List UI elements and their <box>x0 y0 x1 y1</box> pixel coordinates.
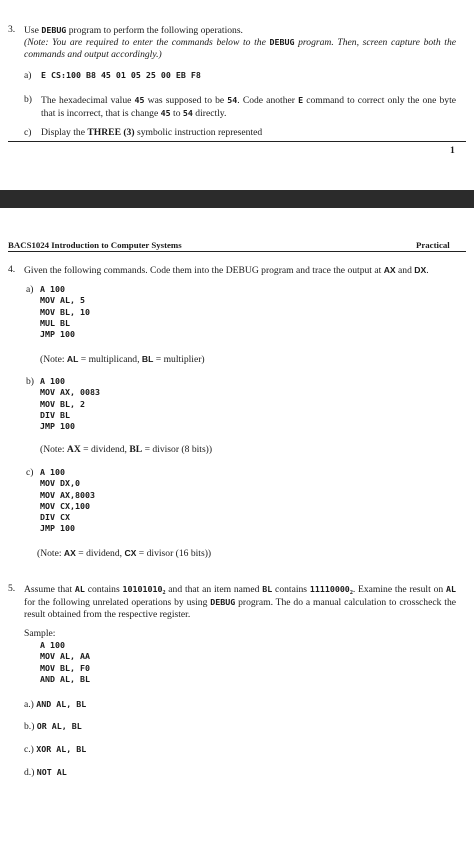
note-t1: (Note: <box>40 354 67 365</box>
code-line: MOV BL, F0 <box>40 662 90 673</box>
code-line: AND AL, BL <box>40 673 90 684</box>
q4-b-code <box>40 376 100 432</box>
note-reg: AL <box>66 354 79 364</box>
code-line: MOV AX, 0083 <box>40 387 100 398</box>
q4-question <box>24 264 429 277</box>
code-line: JMP 100 <box>40 523 75 534</box>
q4-a-code <box>40 284 90 340</box>
note-reg: BL <box>141 354 154 364</box>
page-number: 1 <box>450 145 455 156</box>
note-t3: = multiplicand, <box>78 354 142 365</box>
code-line: A 100 <box>40 284 65 294</box>
q4-c-code <box>40 467 95 535</box>
footer-rule <box>8 141 466 142</box>
q3-b-label: b) <box>24 94 32 105</box>
note-reg: CX <box>124 548 137 558</box>
sample-label: Sample: <box>24 628 56 639</box>
page-gap-band <box>0 190 474 208</box>
code-line: MOV BL, 10 <box>40 306 90 317</box>
header-practical: Practical <box>416 240 450 250</box>
note-t3: = dividend, <box>80 444 130 455</box>
q3-b-t1: The hexadecimal value <box>41 95 135 106</box>
q5-base: 2 <box>162 590 166 596</box>
op-item-a <box>24 698 86 711</box>
op-label: d.) <box>24 767 35 778</box>
q3-b-t9: to <box>170 108 183 119</box>
q4-t5: . <box>426 265 429 276</box>
op-item-c <box>24 743 86 756</box>
q4-a-label: a) <box>26 284 34 295</box>
note-t1: (Note: <box>37 548 64 559</box>
q3-c-text <box>41 127 262 139</box>
q3-note-a: (Note: You are required to enter the commands below to the <box>24 37 270 48</box>
q5-t11: for the following unrelated operations by using <box>24 597 211 608</box>
q4-t1: Given the following commands. Code them into the DEBUG program and trace the output at <box>24 265 384 276</box>
q4-c-label: c) <box>26 467 34 478</box>
code-line: DIV CX <box>40 512 70 523</box>
q5-base: 2 <box>349 590 353 596</box>
q3-b-t2: 45 <box>134 95 145 105</box>
q3-b-t10: 54 <box>182 108 193 118</box>
note-t5: = multiplier) <box>153 354 205 365</box>
q3-b-t8: 45 <box>160 108 171 118</box>
code-line: DIV BL <box>40 409 70 420</box>
q4-a-note <box>40 353 205 366</box>
q3-a-label: a) <box>24 70 32 81</box>
q5-t3: contains <box>84 584 123 595</box>
q5-number: 5. <box>8 583 16 594</box>
q5-bl: BL <box>262 584 273 594</box>
note-reg: AX <box>63 548 76 558</box>
q5-binary-bl: 11110000 <box>309 584 350 594</box>
q3-b-t5: . Code another <box>237 95 299 106</box>
q3-debug: DEBUG <box>41 25 67 35</box>
note-t1: (Note: <box>40 444 67 455</box>
q4-b-label: b) <box>26 376 34 387</box>
q4-b-note <box>40 444 212 456</box>
code-line: A 100 <box>40 640 65 650</box>
op-label: b.) <box>24 721 35 732</box>
q3-text-c: program to perform the following operations. <box>66 25 243 36</box>
op-code: OR AL, BL <box>36 721 82 731</box>
q5-t13: program. The do a manual calculation to crosscheck the result obtained from the respective register. <box>24 597 456 620</box>
q3-b-t6: E <box>298 95 304 105</box>
op-item-b <box>24 720 82 733</box>
q3-c-t1: Display the <box>41 127 88 138</box>
op-code: XOR AL, BL <box>36 744 87 754</box>
note-t5: = divisor (16 bits)) <box>136 548 212 559</box>
q5-debug: DEBUG <box>210 597 236 607</box>
q3-b-t4: 54 <box>227 95 238 105</box>
sample-code <box>40 640 90 685</box>
q3-note <box>24 36 456 61</box>
q3-number: 3. <box>8 24 16 35</box>
q3-b-t11: directly. <box>192 108 227 119</box>
q3-c-label: c) <box>24 127 32 138</box>
q5-al: AL <box>74 584 85 594</box>
q4-ax: AX <box>383 265 396 275</box>
code-line: JMP 100 <box>40 421 75 432</box>
q5-t5: and that an item named <box>165 584 263 595</box>
note-reg: AX <box>66 444 81 455</box>
code-line: MOV AL, 5 <box>40 295 85 306</box>
note-reg: BL <box>129 444 143 455</box>
op-label: a.) <box>24 699 34 710</box>
q5-binary-al: 10101010 <box>122 584 163 594</box>
q3-b-t7: command to correct only the one byte that is incorrect, that is change <box>41 95 456 119</box>
code-line: MOV BL, 2 <box>40 398 85 409</box>
note-t5: = divisor (8 bits)) <box>142 444 213 455</box>
q3-text-a: Use <box>24 25 42 36</box>
q4-c-note <box>37 547 211 560</box>
op-code: AND AL, BL <box>36 699 87 709</box>
q3-note-c: program. Then, screen capture both the commands and output accordingly.) <box>24 37 456 60</box>
q5-t9: . Examine the result on <box>352 584 446 595</box>
q3-c-t2: THREE (3) <box>87 127 135 138</box>
q4-dx: DX <box>414 265 427 275</box>
q5-question <box>24 583 456 621</box>
code-line: MOV DX,0 <box>40 478 80 489</box>
q5-t7: contains <box>272 584 310 595</box>
header-course: BACS1024 Introduction to Computer Systems <box>8 240 182 250</box>
code-line: MOV AX,8003 <box>40 489 95 500</box>
op-code: NOT AL <box>36 767 67 777</box>
code-line: A 100 <box>40 376 65 386</box>
q5-t1: Assume that <box>24 584 75 595</box>
op-item-d <box>24 766 67 779</box>
q3-b-t3: was supposed to be <box>144 95 228 106</box>
q4-number: 4. <box>8 264 16 275</box>
code-line: MOV AL, AA <box>40 651 90 662</box>
q5-al: AL <box>445 584 456 594</box>
header-rule <box>8 251 466 252</box>
q3-c-t3: symbolic instruction represented <box>134 127 263 138</box>
code-line: MOV CX,100 <box>40 500 90 511</box>
q3-note-debug: DEBUG <box>269 37 295 47</box>
code-line: A 100 <box>40 467 65 477</box>
code-line: JMP 100 <box>40 329 75 340</box>
code-line: MUL BL <box>40 317 70 328</box>
q3-a-command: E CS:100 B8 45 01 05 25 00 EB F8 <box>41 70 201 80</box>
q3-b-text <box>41 94 456 120</box>
q4-t3: and <box>395 265 415 276</box>
op-label: c.) <box>24 744 34 755</box>
note-t3: = dividend, <box>75 548 125 559</box>
